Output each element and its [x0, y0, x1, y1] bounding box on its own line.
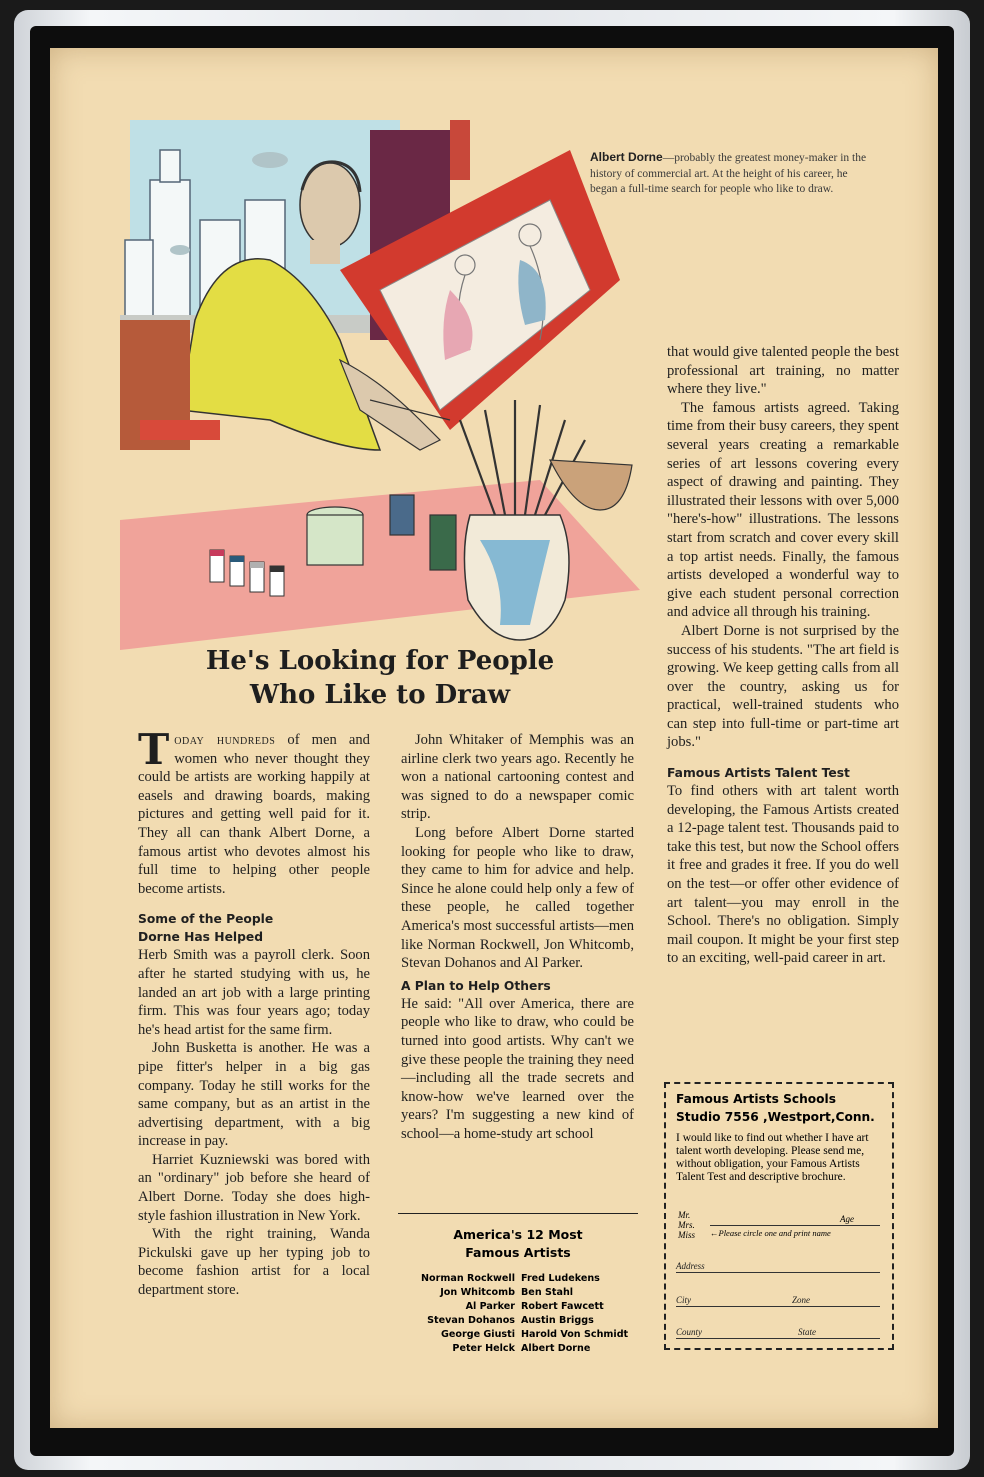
paragraph-not-surprised: Albert Dorne is not surprised by the success of his students. "The art field is growing. We keep getting calls from all over the country, asking us for practical, well-trained students who can step into full-time or part-time art jobs." [667, 622, 899, 751]
name-field[interactable] [710, 1212, 880, 1226]
state-label: State [798, 1327, 816, 1337]
paragraph-long-before: Long before Albert Dorne started looking for people who like to draw, they came to him for advice and help. Since he alone could help only a few of these people, he called together America's most successful artists—men like Norman Rockwell, Jon Whitcomb, Stevan Dohanos and Al Parker. [401, 824, 634, 972]
title-option-miss[interactable]: Miss [678, 1230, 696, 1240]
article-column-3 [667, 343, 899, 968]
coupon-request-text: I would like to find out whether I have art talent worth developing. Please send me, without obligation, your Famous Artists Talent Test and descriptive brochure. [676, 1132, 869, 1183]
address-field[interactable] [676, 1258, 880, 1273]
artist-name: George Giusti [441, 1329, 515, 1340]
artist-name: Stevan Dohanos [427, 1315, 515, 1326]
famous-artists-list [398, 1272, 638, 1356]
paragraph-he-said: He said: "All over America, there are people who like to draw, who could be turned into good artists. Why can't we give these people the training they need—including all the trade secrets and know-how we've learned over the years? I'm suggesting a new kind of school—a home-study art school [401, 995, 634, 1142]
artist-name: Robert Fawcett [521, 1301, 604, 1312]
artist-name: Albert Dorne [521, 1343, 591, 1354]
county-state-field[interactable] [676, 1324, 880, 1339]
headline [120, 644, 640, 712]
name-hint: ←Please circle one and print name [710, 1228, 831, 1238]
artist-name: Al Parker [465, 1301, 515, 1312]
artist-name: Fred Ludekens [521, 1273, 600, 1284]
coupon-studio-address: Studio 7556 ,Westport,Conn. [676, 1110, 875, 1124]
artist-name: Harold Von Schmidt [521, 1329, 629, 1340]
famous-artists-title-1: America's 12 Most [453, 1227, 583, 1242]
county-label: County [676, 1327, 702, 1337]
title-option-mr[interactable]: Mr. [678, 1210, 691, 1220]
mail-in-coupon[interactable] [664, 1082, 894, 1350]
lead-smallcaps: oday hundreds [174, 732, 276, 748]
coupon-school-name: Famous Artists Schools [676, 1092, 836, 1106]
caption-text: —probably the greatest money-maker in the history of commercial art. At the height of his career, he began a full-time search for people who like to draw. [590, 152, 867, 195]
headline-line-2: Who Like to Draw [249, 680, 511, 710]
famous-artists-box [398, 1213, 638, 1356]
drop-cap: T [138, 725, 170, 774]
paragraph-artists-agreed: The famous artists agreed. Taking time from their busy careers, they spent several years creating a remarkable series of art lessons covering every aspect of drawing and painting. They illustrated their lessons with over 5,000 "here's-how" illustrations. The lessons start from scratch and cover every skill a top artist needs. Finally, the famous artists developed a wonderful way to give each student personal correction and advice all through his training. [667, 399, 899, 621]
artist-name: Ben Stahl [521, 1287, 574, 1298]
famous-artists-title-2: Famous Artists [465, 1245, 571, 1260]
intro-paragraph [138, 725, 370, 898]
headline-line-1: He's Looking for People [205, 646, 555, 676]
subheading-talent-test: Famous Artists Talent Test [667, 766, 850, 781]
illustration-caption [590, 150, 870, 198]
artist-name: Austin Briggs [521, 1315, 594, 1326]
paragraph-talent-test: To find others with art talent worth developing, the Famous Artists created a 12-page talent test. Thousands paid to take this test, but now the School offers it free and grades it free. If you do well on the test—or offer other evidence of art talent—you may enroll in the School. There's no obligation. Simply mail coupon. It might be your first step to an exciting, well-paid career in art. [667, 783, 899, 967]
title-option-mrs[interactable]: Mrs. [678, 1220, 695, 1230]
paragraph-continued: that would give talented people the best professional art training, no matter where they live." [667, 344, 899, 398]
article-column-2 [401, 731, 634, 1143]
subheading-people-helped [138, 910, 370, 946]
artist-name: Peter Helck [452, 1343, 515, 1354]
zone-label: Zone [792, 1295, 810, 1305]
city-zone-field[interactable] [676, 1292, 880, 1307]
paragraph-harriet: Harriet Kuzniewski was bored with an "ordinary" job before she heard of Albert Dorne. Today she does high-style fashion illustration in New York. [138, 1151, 370, 1224]
artist-name: Norman Rockwell [421, 1273, 515, 1284]
city-label: City [676, 1295, 691, 1305]
article-column-1 [138, 725, 370, 1300]
intro-text: of men and women who never thought they could be artists are working happily at easels and drawing boards, making pictures and getting well paid for it. They all can thank Albert Dorne, a famous artist who devotes almost his full time to helping other people become artists. [138, 732, 370, 897]
title-options[interactable] [678, 1210, 695, 1240]
albert-dorne-illustration [120, 120, 640, 650]
address-label: Address [676, 1261, 705, 1271]
paragraph-wanda: With the right training, Wanda Pickulski gave up her typing job to become fashion artist for a local department store. [138, 1226, 370, 1299]
paragraph-john-whitaker: John Whitaker of Memphis was an airline clerk two years ago. Recently he won a national cartooning contest and was signed to do a newspaper comic strip. [401, 732, 634, 823]
subheading-plan: A Plan to Help Others [401, 978, 551, 993]
paragraph-john-busketta: John Busketta is another. He was a pipe fitter's helper in a big gas company. Today he still works for the same company, but as an artist in the advertising department, with a big increase in pay. [138, 1040, 370, 1150]
subheading-line-2: Dorne Has Helped [138, 930, 264, 945]
artist-name: Jon Whitcomb [440, 1287, 515, 1298]
age-label: Age [840, 1214, 854, 1224]
paragraph-herb-smith: Herb Smith was a payroll clerk. Soon after he started studying with us, he landed an art job with a large printing firm. This was four years ago; today he's head artist for the same firm. [138, 947, 370, 1038]
subheading-line-1: Some of the People [138, 912, 274, 927]
caption-name: Albert Dorne [590, 150, 663, 164]
